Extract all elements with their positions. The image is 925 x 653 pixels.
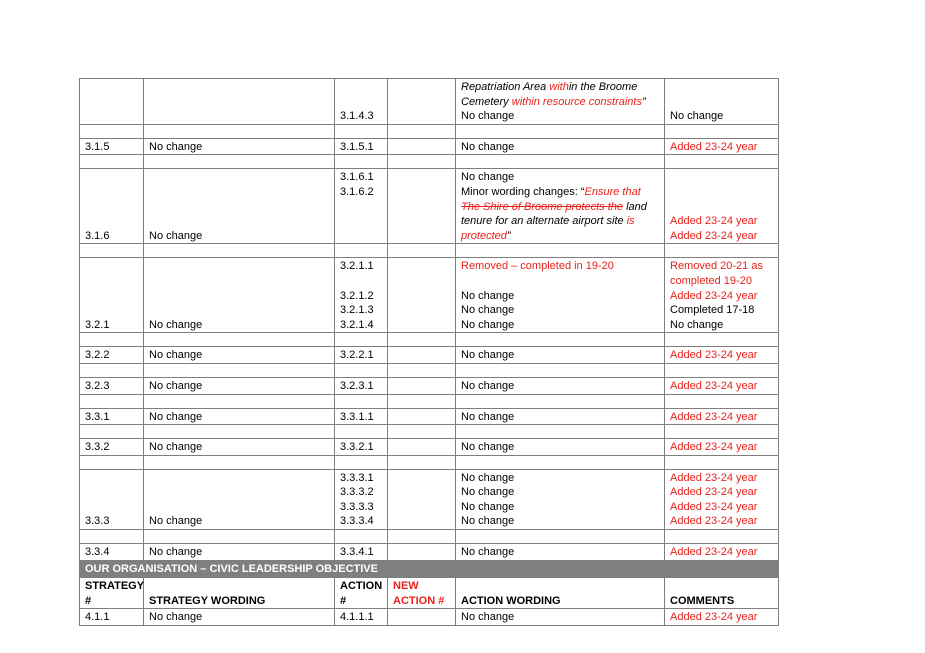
action-number: 3.1.6.1 3.1.6.2 [335,169,388,244]
spacer-row [80,155,779,169]
comment: Added 23-24 year Added 23-24 year [665,169,779,244]
action-number: 3.2.1.1 3.2.1.2 3.2.1.3 3.2.1.4 [335,258,388,333]
strategy-number: 3.2.1 [80,258,144,333]
action-wording: No change [456,408,665,425]
strategy-wording: No change [144,439,335,456]
strategy-number: 3.3.1 [80,408,144,425]
action-number: 3.2.2.1 [335,347,388,364]
comment: Added 23-24 year [665,544,779,561]
spacer-row [80,333,779,347]
action-number: 3.1.5.1 [335,138,388,155]
action-wording: No change Minor wording changes: “Ensure that The Shire of Broome protects the land tenure for an alternate airport site is protected” [456,169,665,244]
header-action-wording: ACTION WORDING [456,578,665,609]
action-wording: No change No change No change No change [456,469,665,529]
comment: Removed 20-21 as completed 19-20 Added 23-24 year Completed 17-18 No change [665,258,779,333]
action-wording: No change [456,439,665,456]
action-number: 3.3.3.1 3.3.3.2 3.3.3.3 3.3.3.4 [335,469,388,529]
comment: Added 23-24 year [665,408,779,425]
action-number: 3.3.4.1 [335,544,388,561]
spacer-row [80,530,779,544]
table-row [80,609,779,626]
spacer-row [80,244,779,258]
strategy-wording: No change [144,377,335,394]
column-header-row [80,578,779,609]
table-row [80,408,779,425]
action-number: 3.2.3.1 [335,377,388,394]
strategy-number: 3.3.4 [80,544,144,561]
action-wording: No change [456,138,665,155]
table-row [80,544,779,561]
strategy-wording: No change [144,609,335,626]
section-title: OUR ORGANISATION – CIVIC LEADERSHIP OBJECTIVE [80,560,779,578]
strategy-number: 3.1.5 [80,138,144,155]
action-wording: Repatriation Area within the Broome Cemetery within resource constraints” No change [456,79,665,125]
action-wording: No change [456,377,665,394]
spacer-row [80,455,779,469]
comment: Added 23-24 year [665,377,779,394]
strategy-number: 3.2.3 [80,377,144,394]
comment: No change [665,79,779,125]
table-row [80,138,779,155]
comment: Added 23-24 year [665,347,779,364]
strategy-number: 3.2.2 [80,347,144,364]
strategy-wording: No change [144,169,335,244]
strategy-action-table [79,78,779,626]
action-wording: No change [456,544,665,561]
action-number: 3.3.2.1 [335,439,388,456]
strategy-wording: No change [144,138,335,155]
spacer-row [80,425,779,439]
action-wording: No change [456,609,665,626]
strategy-wording: No change [144,469,335,529]
strategy-number: 4.1.1 [80,609,144,626]
comment: Added 23-24 year [665,138,779,155]
strategy-number: 3.3.2 [80,439,144,456]
spacer-row [80,124,779,138]
strategy-number: 3.1.6 [80,169,144,244]
strategy-number: 3.3.3 [80,469,144,529]
header-strategy-wording: STRATEGY WORDING [144,578,335,609]
action-number: 3.3.1.1 [335,408,388,425]
table-row [80,258,779,333]
strategy-wording: No change [144,544,335,561]
section-header-row [80,560,779,578]
comment: Added 23-24 year Added 23-24 year Added 23-24 year Added 23-24 year [665,469,779,529]
action-number: 4.1.1.1 [335,609,388,626]
header-strategy: STRATEGY # [80,578,144,609]
comment: Added 23-24 year [665,439,779,456]
table-row [80,439,779,456]
comment: Added 23-24 year [665,609,779,626]
strategy-wording: No change [144,258,335,333]
strategy-wording: No change [144,347,335,364]
spacer-row [80,394,779,408]
strategy-wording: No change [144,408,335,425]
action-wording: No change [456,347,665,364]
header-action: ACTION # [335,578,388,609]
table-row [80,469,779,529]
table-row [80,79,779,125]
spacer-row [80,363,779,377]
action-wording: Removed – completed in 19-20 No change No change No change [456,258,665,333]
header-new-action: NEW ACTION # [388,578,456,609]
table-row [80,347,779,364]
action-number: 3.1.4.3 [335,79,388,125]
table-row [80,169,779,244]
table-row [80,377,779,394]
header-comments: COMMENTS [665,578,779,609]
